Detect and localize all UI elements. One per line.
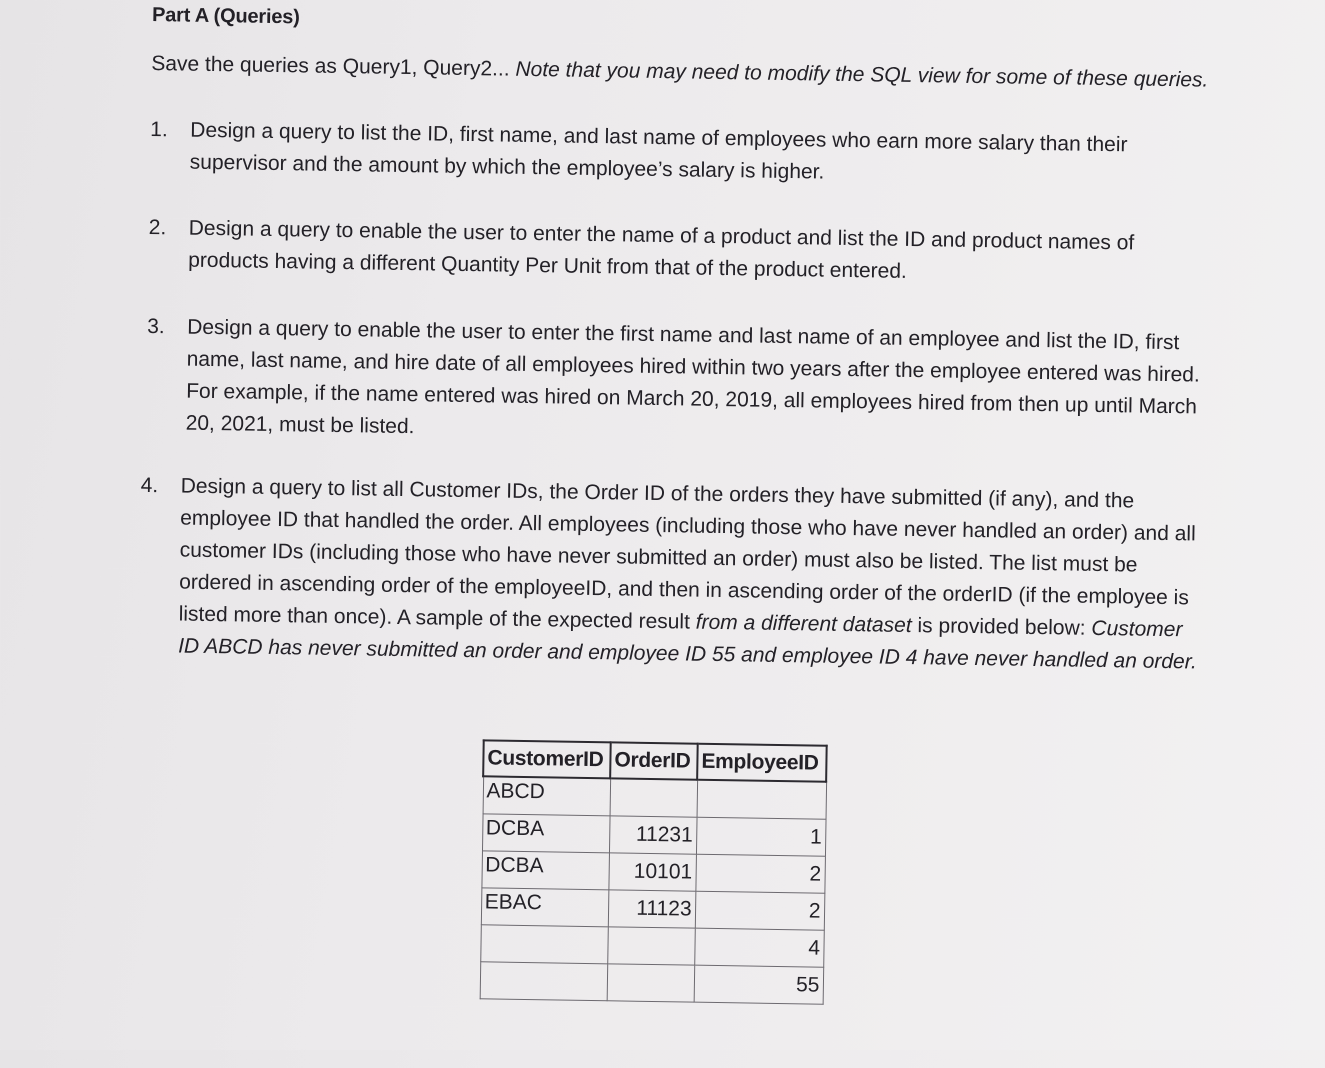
column-header-orderid: OrderID	[610, 742, 698, 779]
question-number: 3.	[147, 314, 165, 339]
question-number: 4.	[140, 473, 159, 498]
table-row	[481, 851, 825, 893]
question-text: Design a query to enable the user to enter the name of a product and list the ID and product names of products having a different Quantity Per Unit from that of the product entered.	[188, 216, 1135, 283]
question-text: Design a query to enable the user to enter the first name and last name of an employee and list the ID, first name, last name, and hire date of all employees hired within two years after the employee entered was hired. For example, if the name entered was hired on March 20, 2019, all employees hired from then up until March 20, 2021, must be listed.	[185, 315, 1200, 439]
question-1	[150, 114, 1221, 195]
table-row	[480, 962, 824, 1004]
column-header-employeeid: EmployeeID	[697, 744, 827, 782]
table-row	[482, 814, 826, 856]
cell-customerid	[480, 962, 608, 1001]
question-number: 2.	[148, 216, 167, 240]
question-text: Design a query to list the ID, first name, and last name of employees who earn more salary than their supervisor and the amount by which the employee’s salary is higher.	[189, 118, 1128, 184]
intro-italic-note: Note that you may need to modify the SQL view for some of these queries.	[515, 57, 1209, 92]
cell-employeeid: 55	[694, 965, 824, 1004]
question-number: 1.	[150, 118, 168, 142]
question-text-part: is provided below:	[911, 614, 1092, 640]
sample-result-table	[479, 739, 828, 1004]
cell-employeeid: 1	[696, 817, 826, 856]
cell-customerid	[480, 925, 608, 964]
cell-customerid: ABCD	[483, 776, 611, 815]
cell-employeeid: 2	[695, 854, 825, 893]
question-text-italic: Customer ID ABCD has never submitted an order and employee ID 55 and employee ID 4 have never handled an order.	[177, 616, 1197, 674]
question-text-part: Design a query to list all Customer IDs, the Order ID of the orders they have submitted (if any), and the employee ID that handled the order. All employees (including those who have never handled an order) and all customer IDs (including those who have never submitted an order) must also be listed. The list must be ordered in ascending order of the employeeID, and then in ascending order of the orderID (if the employee is listed more than once). A sample of the expected result	[178, 474, 1196, 634]
intro-plain-text: Save the queries as Query1, Query2...	[151, 52, 516, 81]
table-row	[483, 776, 827, 819]
cell-employeeid: 2	[695, 891, 825, 930]
cell-orderid	[610, 778, 698, 817]
cell-employeeid	[697, 780, 827, 820]
cell-orderid: 11231	[609, 816, 697, 854]
cell-customerid: DCBA	[482, 814, 610, 853]
table-header-row	[483, 740, 827, 781]
table-row	[480, 925, 824, 967]
cell-customerid: DCBA	[481, 851, 609, 890]
cell-orderid	[607, 964, 695, 1002]
cell-orderid	[607, 927, 695, 965]
cell-orderid: 10101	[608, 853, 696, 891]
intro-paragraph	[151, 48, 1221, 97]
question-text	[178, 471, 1211, 679]
cell-employeeid: 4	[694, 928, 824, 967]
cell-orderid: 11123	[608, 890, 696, 928]
question-4	[138, 470, 1211, 679]
column-header-customerid: CustomerID	[483, 740, 611, 778]
question-2	[148, 212, 1219, 293]
section-heading: Part A (Queries)	[151, 4, 300, 29]
question-text-italic: from a different dataset	[695, 610, 912, 638]
question-3	[145, 311, 1217, 456]
table-row	[481, 888, 825, 930]
cell-customerid: EBAC	[481, 888, 609, 927]
